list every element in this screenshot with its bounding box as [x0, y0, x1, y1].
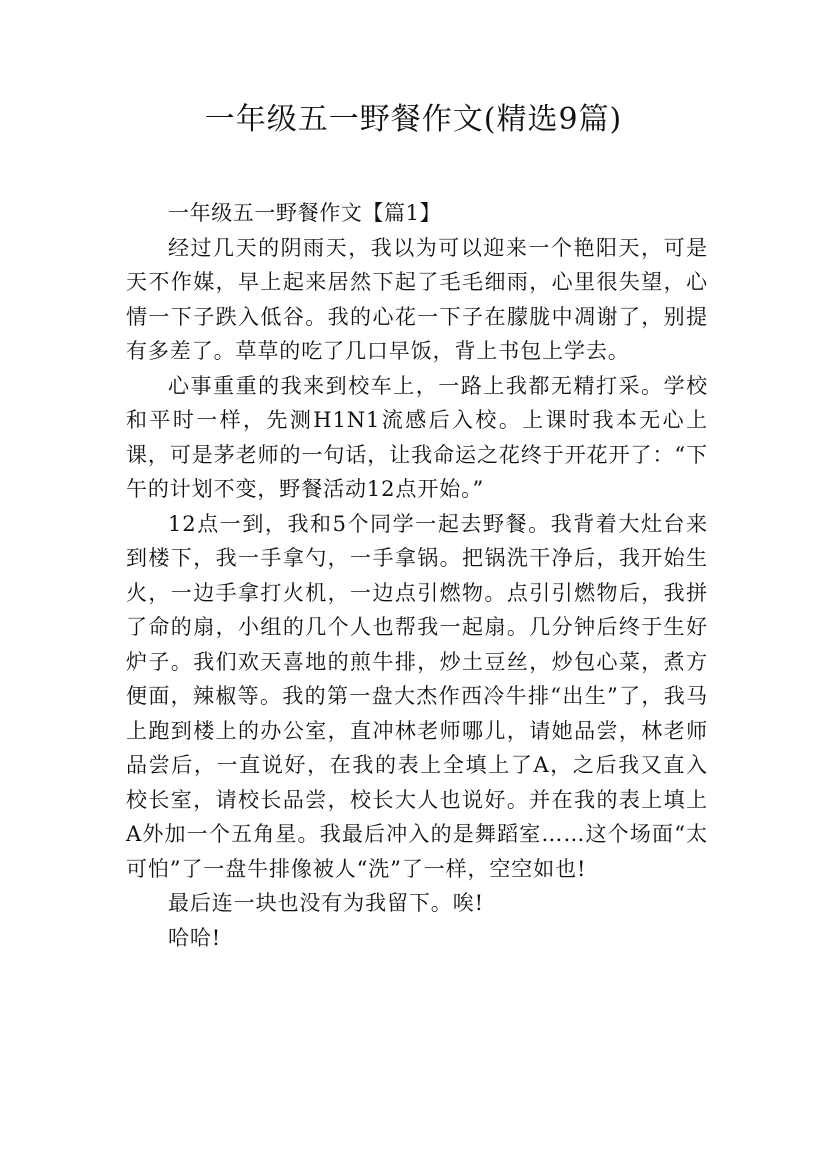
paragraph-1: 经过几天的阴雨天，我以为可以迎来一个艳阳天，可是天不作媒，早上起来居然下起了毛毛细雨，心里很失望，心情一下子跌入低谷。我的心花一下子在朦胧中凋谢了，别提有多差了。草草的吃了几口早饭，背上书包上学去。 — [126, 235, 708, 363]
paragraph-5: 哈哈! — [168, 925, 222, 950]
section-heading: 一年级五一野餐作文【篇1】 — [168, 201, 442, 225]
paragraph-4: 最后连一块也没有为我留下。唉! — [168, 891, 484, 915]
page-title: 一年级五一野餐作文(精选9篇) — [204, 102, 623, 137]
paragraph-3: 12点一到，我和5个同学一起去野餐。我背着大灶台来到楼下，我一手拿勺，一手拿锅。把锅洗干净后，我开始生火，一边手拿打火机，一边点引燃物。点引引燃物后，我拼了命的扇，小组的几个人也帮我一起扇。几分钟后终于生好炉子。我们欢天喜地的煎牛排，炒土豆丝，炒包心菜，煮方便面，辣椒等。我的第一盘大杰作西冷牛排“出生”了，我马上跑到楼上的办公室，直冲林老师哪儿，请她品尝，林老师品尝后，一直说好，在我的表上全填上了A，之后我又直入校长室，请校长品尝，校长大人也说好。并在我的表上填上A外加一个五角星。我最后冲入的是舞蹈室……这个场面“太可怕”了一盘牛排像被人“洗”了一样，空空如也! — [126, 511, 708, 881]
document-body — [126, 196, 708, 955]
paragraph-2: 心事重重的我来到校车上，一路上我都无精打采。学校和平时一样，先测H1N1流感后入校。上课时我本无心上课，可是茅老师的一句话，让我命运之花终于开花开了：“下午的计划不变，野餐活动12点开始。” — [126, 373, 708, 501]
